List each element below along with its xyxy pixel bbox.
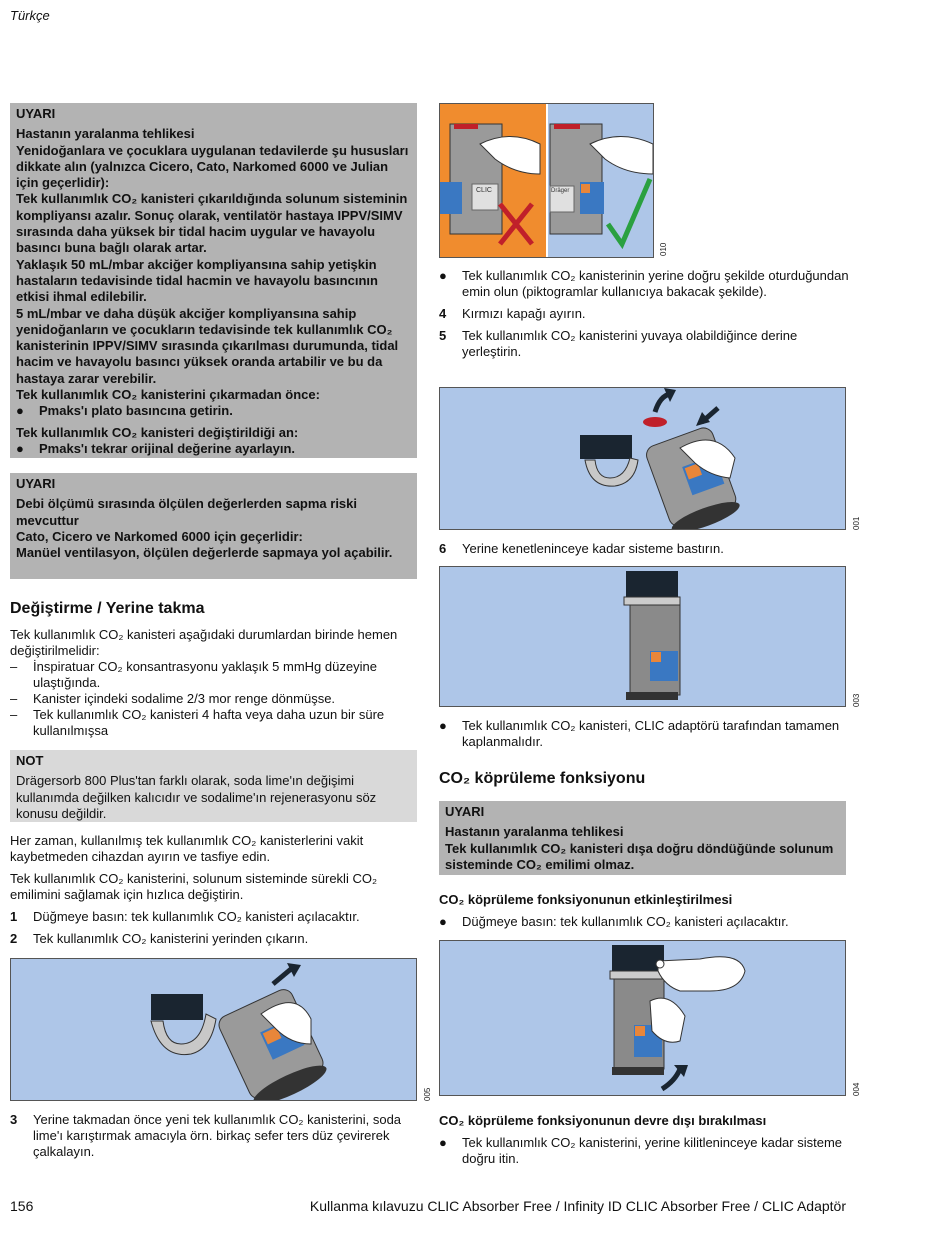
warning-text: Tek kullanımlık CO₂ kanisteri dışa doğru döndüğünde solunum sisteminde CO₂ emilimi olmaz. — [445, 840, 834, 872]
warning-text: Hastanın yaralanma tehlikesi — [16, 126, 195, 142]
figure-press-in — [439, 566, 846, 707]
warning-bullet: ● Pmaks'ı tekrar orijinal değerine ayarlayın. — [16, 440, 295, 456]
warning-text: Cato, Cicero ve Narkomed 6000 için geçerlidir: — [16, 528, 303, 544]
bullet-icon: ● — [16, 440, 24, 456]
bullet-icon: ● — [439, 1135, 447, 1150]
bypass-button-illustration — [440, 941, 845, 1095]
figure-bypass-button — [439, 940, 846, 1096]
step-item: 5 Tek kullanımlık CO₂ kanisterini yuvaya olabildiğince derine yerleştirin. — [439, 328, 798, 359]
list-item: – Kanister içindeki sodalime 2/3 mor renge dönmüşse. — [10, 691, 336, 706]
step-item: 3 Yerine takmadan önce yeni tek kullanımlık CO₂ kanisterini, soda lime'ı karıştırmak amacıyla örn. birkaç sefer ters düz çevirerek çalkalayın. — [10, 1112, 402, 1159]
warning-text: 5 mL/mbar ve daha düşük akciğer kompliyansına sahip yenidoğanların ve çocukların tedavisinde tek kullanımlık CO₂ kanisterinin IPPV/SIMV sırasında çıkarılması durumunda, tidal hacim ve havayolu basıncı yüksek oranda artabilir ve bu da hastaya zarar verebilir. — [16, 305, 399, 386]
warning-text: Manüel ventilasyon, ölçülen değerlerde sapmaya yol açabilir. — [16, 545, 393, 561]
warning-text: Yaklaşık 50 mL/mbar akciğer kompliyansına sahip yetişkin hastaların tedavisinde tidal hacmin ve havayolu basıncının etkisi ihmal edilebilir. — [16, 256, 378, 305]
subsection-title: CO₂ köprüleme fonksiyonunun devre dışı bırakılması — [439, 1113, 767, 1128]
warning-text: Hastanın yaralanma tehlikesi — [445, 824, 624, 840]
bullet-icon: ● — [439, 914, 447, 929]
figure-number: 004 — [852, 1082, 861, 1096]
bullet-icon: ● — [439, 718, 447, 733]
paragraph: Tek kullanımlık CO₂ kanisterini, solunum sisteminde sürekli CO₂ emilimini sağlamak için hızlıca değiştirin. — [10, 871, 377, 902]
figure-insert-canister — [439, 387, 846, 530]
bullet-item: ● Tek kullanımlık CO₂ kanisterinin yerine doğru şekilde oturduğundan emin olun (piktogramlar kullanıcıya bakacak şekilde). — [439, 268, 849, 299]
note-title: NOT — [16, 753, 44, 768]
section-title: CO₂ köprüleme fonksiyonu — [439, 770, 646, 787]
subsection-title: CO₂ köprüleme fonksiyonunun etkinleştirilmesi — [439, 892, 733, 907]
warning-text: Tek kullanımlık CO₂ kanisterini çıkarmadan önce: — [16, 387, 320, 403]
list-item: – İnspiratuar CO₂ konsantrasyonu yaklaşık 5 mmHg düzeyine ulaştığında. — [10, 659, 377, 690]
warning-text: Tek kullanımlık CO₂ kanisteri çıkarıldığında solunum sisteminin kompliyansı azalır. Sonuç olarak, ventilatör hastaya IPPV/SIMV sırasında daha yüksek bir tidal hacim uygular ve havayolu basıncı buna bağlı olarak artar. — [16, 191, 408, 256]
figure-number: 003 — [852, 693, 861, 707]
canister-seated-illustration — [440, 567, 845, 706]
bullet-icon: ● — [439, 268, 447, 283]
footer-title: Kullanma kılavuzu CLIC Absorber Free / Infinity ID CLIC Absorber Free / CLIC Adaptör — [309, 1198, 846, 1214]
warning-text: Yenidoğanlara ve çocuklara uygulanan tedavilerde şu hususları dikkate alın (yalnızca Cicero, Cato, Narkomed 6000 ve Julian için geçerlidir): — [16, 142, 409, 191]
step-item: 2 Tek kullanımlık CO₂ kanisterini yerinden çıkarın. — [10, 931, 309, 946]
section-title: Değiştirme / Yerine takma — [10, 600, 205, 617]
step-item: 1 Düğmeye basın: tek kullanımlık CO₂ kanisteri açılacaktır. — [10, 909, 360, 924]
list-item: – Tek kullanımlık CO₂ kanisteri 4 hafta veya daha uzun bir süre kullanılmışsa — [10, 707, 385, 738]
warning-title: UYARI — [16, 106, 56, 121]
figure-number: 001 — [852, 516, 861, 530]
page-number: 156 — [10, 1198, 34, 1214]
figure-number: 005 — [423, 1087, 432, 1101]
warning-title: UYARI — [16, 476, 56, 491]
paragraph: Tek kullanımlık CO₂ kanisteri aşağıdaki durumlardan birinde hemen değiştirilmelidir: — [10, 627, 398, 658]
warning-title: UYARI — [445, 804, 485, 819]
warning-bullet: ● Pmaks'ı plato basıncına getirin. — [16, 403, 233, 419]
warning-text: Debi ölçümü sırasında ölçülen değerlerden sapma riski mevcuttur — [16, 496, 358, 528]
warning-text: Tek kullanımlık CO₂ kanisteri değiştirildiği an: — [16, 424, 299, 440]
bullet-item: ● Tek kullanımlık CO₂ kanisterini, yerine kilitleninceye kadar sisteme doğru itin. — [439, 1135, 843, 1166]
language-label: Türkçe — [10, 8, 50, 23]
warning-box-1 — [10, 103, 417, 458]
figure-remove-canister — [10, 958, 417, 1101]
bullet-icon: ● — [16, 403, 24, 419]
canister-insertion-illustration — [440, 388, 845, 529]
bullet-item: ● Tek kullanımlık CO₂ kanisteri, CLIC adaptörü tarafından tamamen kaplanmalıdır. — [439, 718, 840, 749]
paragraph: Her zaman, kullanılmış tek kullanımlık CO₂ kanisterlerini vakit kaybetmeden cihazdan ayırın ve tasfiye edin. — [10, 833, 364, 864]
canister-removal-illustration — [11, 959, 416, 1100]
warning-box-3 — [439, 801, 846, 875]
note-text: Drägersorb 800 Plus'tan farklı olarak, soda lime'ın değişimi kullanımda değilken kalıcıdır ve sodalime'ın rejenerasyonu söz konusu değildir. — [16, 773, 377, 821]
bullet-item: ● Düğmeye basın: tek kullanımlık CO₂ kanisteri açılacaktır. — [439, 914, 789, 929]
svg-text:CLIC: CLIC — [476, 187, 492, 194]
note-box — [10, 750, 417, 822]
svg-text:Dräger: Dräger — [551, 188, 570, 194]
step-item: 4 Kırmızı kapağı ayırın. — [439, 306, 586, 321]
figure-orientation — [439, 103, 654, 258]
step-item: 6 Yerine kenetleninceye kadar sisteme bastırın. — [439, 541, 724, 556]
warning-box-2 — [10, 473, 417, 579]
orientation-illustration — [440, 104, 653, 257]
figure-number: 010 — [659, 242, 668, 256]
